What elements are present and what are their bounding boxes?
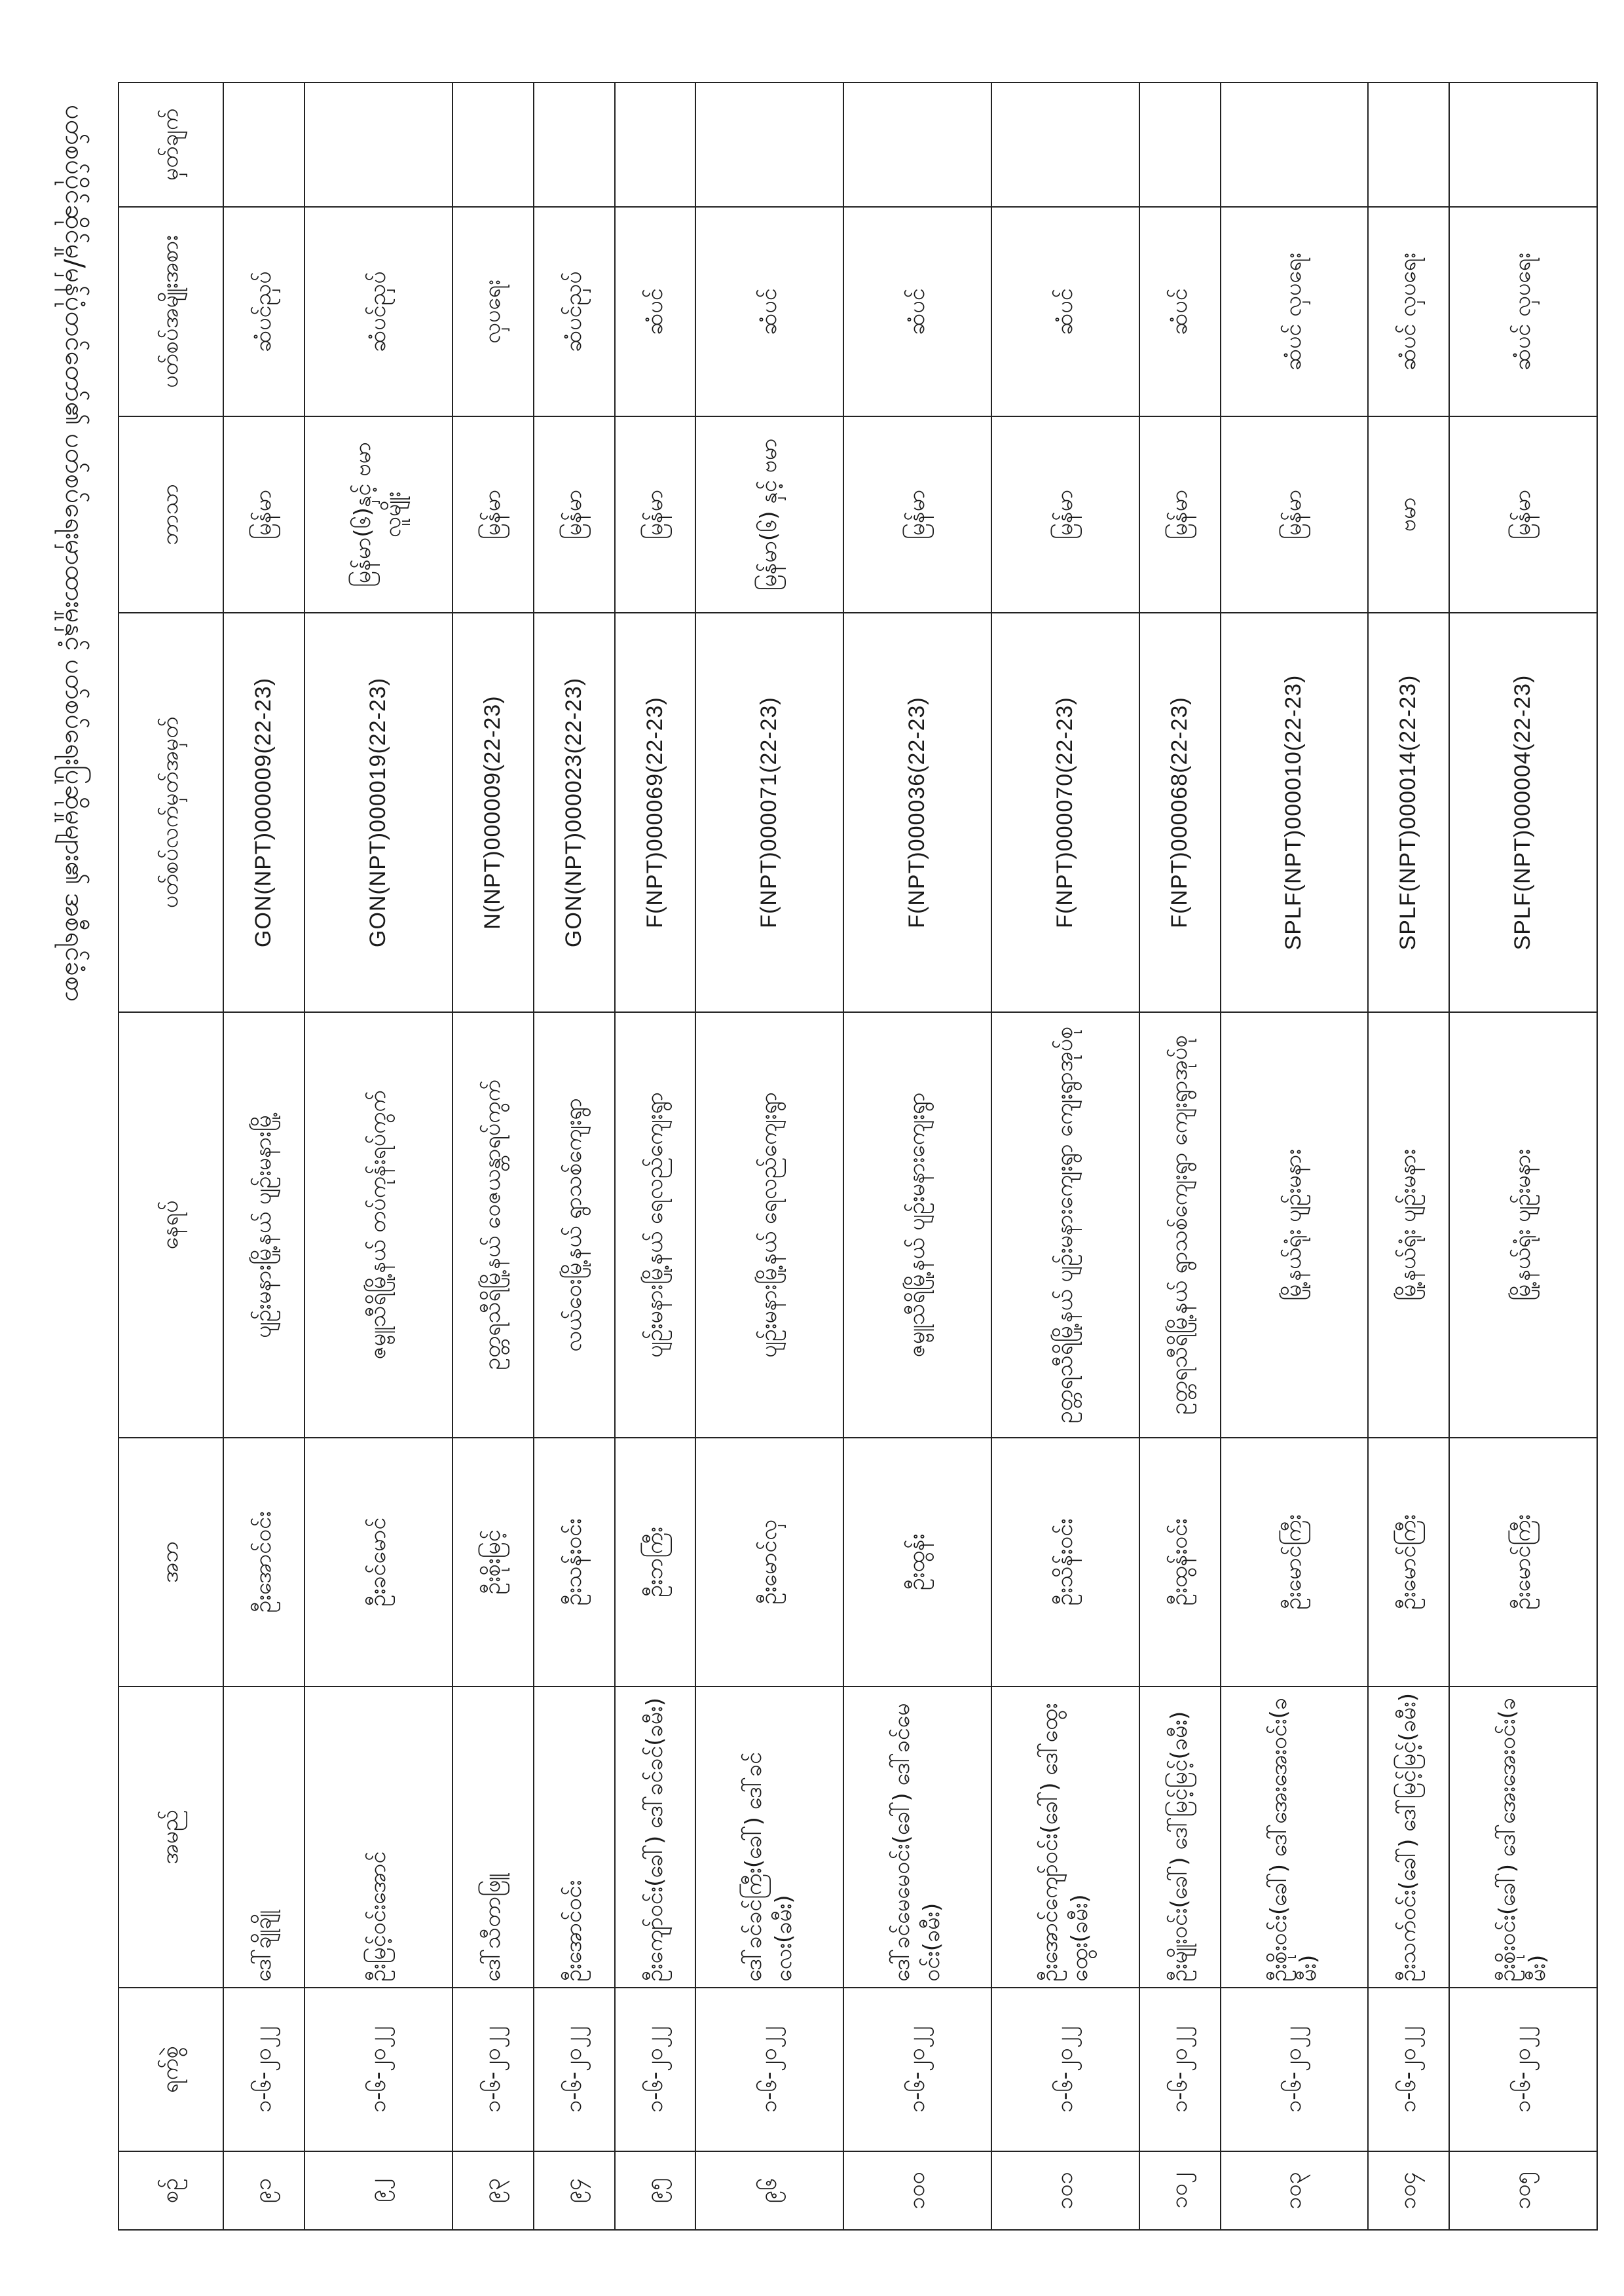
cell-name: ဒေါ်သီတာဖြူ — [452, 1686, 534, 1988]
cell-reg-no: F(NPT)000071(22-23) — [695, 613, 843, 1012]
cell-address: ဇမ္ဗူသီရိမြို့နယ် ပျဉ်းမနားကျေးရွာ — [843, 1012, 991, 1438]
cell-remark — [304, 82, 452, 207]
cell-name: ဦးမျိုးဝင်း(ခေါ်) ဒေါ်မြင့်မြင့်(ခမီး) — [1139, 1686, 1221, 1988]
cell-father: ဦးထွန်းဝင်း — [1139, 1438, 1221, 1686]
cell-reg-no: SPLF(NPT)000010(22-23) — [1221, 613, 1369, 1012]
table-row — [991, 82, 1139, 2230]
table-row — [1139, 82, 1221, 2230]
cell-remark — [991, 82, 1139, 207]
cell-type: ဆံပင် — [1139, 207, 1221, 416]
col-reg-no: ပတ်စပ်လက်မှတ်အမှတ် — [119, 613, 223, 1012]
cell-date: ၁-၆-၂၀၂၂ — [1139, 1988, 1221, 2151]
cell-no: ၉၄ — [534, 2151, 615, 2230]
cell-name: ဒေါ်ခင်မေမေဝင်း(ခေါ်) ဒေါ်ခင်မေဝင်း(ခမီး) — [843, 1686, 991, 1988]
cell-remark — [1368, 82, 1449, 207]
table-row — [1449, 82, 1597, 2230]
register-table — [118, 82, 1598, 2231]
cell-type: ဆံပင် — [615, 207, 696, 416]
cell-father: ဦးဘကြီး — [615, 1438, 696, 1686]
cell-breed: ဗမာ — [1368, 416, 1449, 613]
cell-name: ဦးသက်ဝင်း(ခေါ်) ဒေါ်မြင့်မြင့်(ခမီး) — [1368, 1686, 1449, 1988]
table-row — [304, 82, 452, 2230]
cell-address: ပျဉ်းမနားမြို့နယ် ရေလည်ကျေးရွာ — [695, 1012, 843, 1438]
cell-type: ဆံပင် — [695, 207, 843, 416]
cell-father: ဦးမောင်လှ — [695, 1438, 843, 1686]
cell-father: ဦးအောင်ဝင်း — [223, 1438, 304, 1686]
cell-father: ဦးသိန်းဝင်း — [991, 1438, 1139, 1686]
col-no: စဉ် — [119, 2151, 223, 2230]
cell-date: ၁-၆-၂၀၂၂ — [615, 1988, 696, 2151]
cell-address: မြို့နယ်ရုံး ပျဉ်းမနား — [1449, 1012, 1597, 1438]
cell-breed: မြန်မာ(၆)နှင့် ဗမာလူမျိုး — [304, 416, 452, 613]
cell-remark — [452, 82, 534, 207]
cell-father: ဦးသန်းဝင်း — [534, 1438, 615, 1686]
cell-date: ၁-၆-၂၀၂၂ — [843, 1988, 991, 2151]
cell-date: ၁-၆-၂၀၂၂ — [1449, 1988, 1597, 2151]
cell-no: ၉၁ — [223, 2151, 304, 2230]
cell-type: ဆံပင် လှပရေး — [1368, 207, 1449, 416]
cell-type: ဆံပင် လှပရေး — [1449, 207, 1597, 416]
cell-address: လယ်ဝေးမြို့နယ် ရွာသစ်ကျေးရွာ — [534, 1012, 615, 1438]
col-name: အမည် — [119, 1686, 223, 1988]
cell-reg-no: F(NPT)000069(22-23) — [615, 613, 696, 1012]
cell-name: ဦးမြင့်ဝင်းအောင် — [304, 1686, 452, 1988]
cell-date: ၁-၆-၂၀၂၂ — [1221, 1988, 1369, 2151]
table-row — [615, 82, 696, 2230]
cell-no: ၁၀၄ — [1368, 2151, 1449, 2230]
cell-reg-no: GON(NPT)000019(22-23) — [304, 613, 452, 1012]
cell-date: ၁-၆-၂၀၂၂ — [534, 1988, 615, 2151]
cell-breed: မြန်မာ — [1221, 416, 1369, 613]
cell-reg-no: GON(NPT)000009(22-23) — [223, 613, 304, 1012]
table-row — [1368, 82, 1449, 2230]
cell-father: ဦးခင်မောင် — [304, 1438, 452, 1686]
cell-reg-no: F(NPT)000036(22-23) — [843, 613, 991, 1012]
header-row — [119, 82, 223, 2230]
cell-no: ၁၀၀ — [843, 2151, 991, 2230]
cell-remark — [534, 82, 615, 207]
cell-remark — [695, 82, 843, 207]
cell-remark — [615, 82, 696, 207]
col-address: နေရပ် — [119, 1012, 223, 1438]
cell-remark — [843, 82, 991, 207]
cell-reg-no: GON(NPT)000023(22-23) — [534, 613, 615, 1012]
cell-breed: မြန်မာ — [534, 416, 615, 613]
cell-no: ၉၅ — [615, 2151, 696, 2230]
cell-date: ၁-၆-၂၀၂၂ — [991, 1988, 1139, 2151]
col-type: ပတ်စပ်အမျိုးအစား — [119, 207, 223, 416]
cell-type: ဆံပင်ညှပ် — [534, 207, 615, 416]
cell-address: ဥတ္တရသီရိမြို့နယ် ဝေဇယန္တာရပ်ကွက် — [452, 1012, 534, 1438]
col-father: အဘ — [119, 1438, 223, 1686]
cell-father: ဦးမောင်ကြီး — [1368, 1438, 1449, 1686]
cell-remark — [1449, 82, 1597, 207]
cell-father: ဦးမောင်ကြီး — [1449, 1438, 1597, 1686]
cell-reg-no: N(NPT)000009(22-23) — [452, 613, 534, 1012]
table-row — [843, 82, 991, 2230]
cell-remark — [1221, 82, 1369, 207]
cell-address: မြို့နယ်ရုံး ပျဉ်းမနား — [1221, 1012, 1369, 1438]
cell-no: ၉၆ — [695, 2151, 843, 2230]
cell-name: ဒေါ်ချိုချို — [223, 1686, 304, 1988]
cell-name: ဦးစိုးဝင်း(ခေါ်) ဒေါ်အေးအေးဝင်း(ခမီး) — [1449, 1686, 1597, 1988]
col-date: ရက်စွဲ — [119, 1988, 223, 2151]
cell-date: ၁-၆-၂၀၂၂ — [452, 1988, 534, 2151]
cell-name: ဦးအောင်ကျော်ဝင်း(ခေါ်) ဒေါ်ထွေးထွေး(ခမီး) — [991, 1686, 1139, 1988]
cell-no: ၁၀၅ — [1449, 2151, 1597, 2230]
cell-name: ဦးအောင်ဝင်း — [534, 1686, 615, 1988]
cell-breed: မြန်မာ(၆) နှင့် ဗမာ — [695, 416, 843, 613]
cell-no: ၁၀၃ — [1221, 2151, 1369, 2230]
cell-type: ဆံပင်ညှပ် — [223, 207, 304, 416]
cell-breed: မြန်မာ — [615, 416, 696, 613]
cell-breed: မြန်မာ — [1449, 416, 1597, 613]
cell-type: ဆံပင် — [991, 207, 1139, 416]
cell-date: ၁-၆-၂၀၂၂ — [695, 1988, 843, 2151]
table-row — [695, 82, 843, 2230]
cell-name: ဒေါ်ခင်ခင်ကြီး(ခေါ်) ဒေါ်ခင်လေး(ခမီး) — [695, 1686, 843, 1988]
col-remark: မှတ်ချက် — [119, 82, 223, 207]
cell-no: ၁၀၂ — [1139, 2151, 1221, 2230]
cell-date: ၁-၆-၂၀၂၂ — [1368, 1988, 1449, 2151]
cell-address: ဥတ္တရသီရိမြို့နယ် ရွာသစ်ကျေးရွာ ကျေးရွာအုပ်စု — [1139, 1012, 1221, 1438]
cell-date: ၁-၆-၂၀၂၂ — [223, 1988, 304, 2151]
table-row — [1221, 82, 1369, 2230]
table-row — [223, 82, 304, 2230]
cell-type: လှပရေး — [452, 207, 534, 416]
cell-remark — [1139, 82, 1221, 207]
cell-reg-no: SPLF(NPT)000004(22-23) — [1449, 613, 1597, 1012]
cell-father: ဦးထွန်း — [843, 1438, 991, 1686]
cell-address: ဇမ္ဗူသီရိမြို့နယ် တပ်ကုန်းရပ်ကွက် — [304, 1012, 452, 1438]
cell-reg-no: SPLF(NPT)000014(22-23) — [1368, 613, 1449, 1012]
table-row — [452, 82, 534, 2230]
cell-address: ပျဉ်းမနားမြို့နယ် ရေလည်ကျေးရွာ — [615, 1012, 696, 1438]
cell-type: ဆံပင်ညှပ် — [304, 207, 452, 416]
cell-no: ၉၃ — [452, 2151, 534, 2230]
page-title: ပတ်စပ်ပိုင်ဆိုင်မှု/မှန်ပုံတင်တော်၏ ပတ်စပ်ရေးမှာထားမှုနှင့် ပတ်စပ်ရေးပြုဆိုမှုများ၏ အစီရင်ခံစာ — [60, 105, 90, 1002]
cell-father: ဦးမောင်ကြီး — [1221, 1438, 1369, 1686]
cell-reg-no: F(NPT)000068(22-23) — [1139, 613, 1221, 1012]
cell-remark — [223, 82, 304, 207]
cell-reg-no: F(NPT)000070(22-23) — [991, 613, 1139, 1012]
cell-address: ဥတ္တရသီရိမြို့နယ် ပျဉ်းမနားကျေးရွာ ကျေးရွာအုပ်စု — [991, 1012, 1139, 1438]
cell-breed: မြန်မာ — [223, 416, 304, 613]
cell-breed: မြန်မာ — [991, 416, 1139, 613]
cell-name: ဦးကျော်ဝင်း(ခေါ်) ဒေါ်ခင်ခင်(ခမီး) — [615, 1686, 696, 1988]
cell-no: ၁၀၁ — [991, 2151, 1139, 2230]
cell-father: ဦးစိုးမြင့် — [452, 1438, 534, 1686]
cell-breed: မြန်မာ — [1139, 416, 1221, 613]
col-breed: ဘာသာ — [119, 416, 223, 613]
table-row — [534, 82, 615, 2230]
cell-name: ဦးစိုးဝင်း(ခေါ်) ဒေါ်အေးအေးဝင်း(ခမီး) — [1221, 1686, 1369, 1988]
cell-breed: မြန်မာ — [843, 416, 991, 613]
cell-address: ပျဉ်းမနားမြို့နယ် ပျဉ်းမနားမြို့ — [223, 1012, 304, 1438]
cell-type: ဆံပင် လှပရေး — [1221, 207, 1369, 416]
cell-breed: မြန်မာ — [452, 416, 534, 613]
cell-address: မြို့နယ်ရုံး ပျဉ်းမနား — [1368, 1012, 1449, 1438]
cell-type: ဆံပင် — [843, 207, 991, 416]
cell-no: ၉၂ — [304, 2151, 452, 2230]
cell-date: ၁-၆-၂၀၂၂ — [304, 1988, 452, 2151]
